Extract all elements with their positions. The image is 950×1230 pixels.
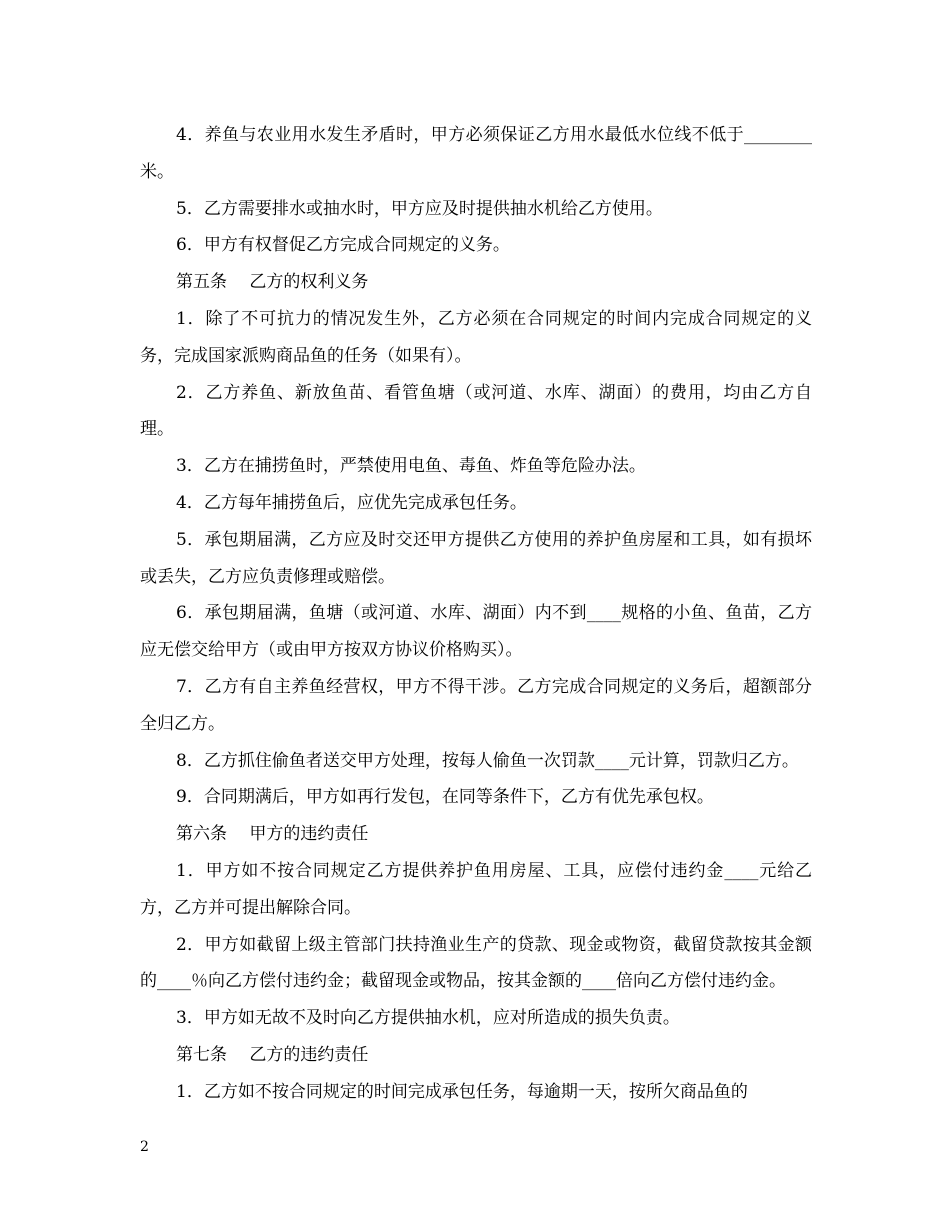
paragraph: 1．乙方如不按合同规定的时间完成承包任务，每逾期一天，按所欠商品鱼的 — [176, 1081, 748, 1102]
paragraph: 2．乙方养鱼、新放鱼苗、看管鱼塘（或河道、水库、湖面）的费用，均由乙方自理。 — [140, 382, 812, 440]
paragraph: 1．除了不可抗力的情况发生外，乙方必须在合同规定的时间内完成合同规定的义务，完成国家派购商品鱼的任务（如果有）。 — [140, 308, 812, 366]
paragraph: 7．乙方有自主养鱼经营权，甲方不得干涉。乙方完成合同规定的义务后，超额部分全归乙方。 — [140, 676, 812, 734]
paragraph: 4．乙方每年捕捞鱼后，应优先完成承包任务。 — [176, 492, 527, 513]
paragraph: 2．甲方如截留上级主管部门扶持渔业生产的贷款、现金或物资，截留贷款按其金额的____％向乙方偿付违约金；截留现金或物品，按其金额的____倍向乙方偿付违约金。 — [140, 934, 812, 992]
paragraph: 6．甲方有权督促乙方完成合同规定的义务。 — [176, 235, 510, 256]
paragraph: 3．甲方如无故不及时向乙方提供抽水机，应对所造成的损失负责。 — [176, 1008, 680, 1029]
article-heading: 第六条 甲方的违约责任 — [176, 824, 369, 845]
paragraph: 4．养鱼与农业用水发生矛盾时，甲方必须保证乙方用水最低水位线不低于________米。 — [140, 125, 812, 182]
page-number: 2 — [140, 1139, 149, 1155]
paragraph: 3．乙方在捕捞鱼时，严禁使用电鱼、毒鱼、炸鱼等危险办法。 — [176, 456, 646, 477]
article-heading: 第七条 乙方的违约责任 — [176, 1044, 369, 1065]
paragraph: 6．承包期届满，鱼塘（或河道、水库、湖面）内不到____规格的小鱼、鱼苗，乙方应无偿交给甲方（或由甲方按双方协议价格购买）。 — [140, 603, 812, 661]
paragraph: 5．承包期届满，乙方应及时交还甲方提供乙方使用的养护鱼房屋和工具，如有损坏或丢失，乙方应负责修理或赔偿。 — [140, 529, 812, 587]
document-body — [140, 117, 812, 1111]
paragraph: 9．合同期满后，甲方如再行发包，在同等条件下，乙方有优先承包权。 — [176, 787, 714, 808]
article-heading: 第五条 乙方的权利义务 — [176, 272, 369, 293]
paragraph: 8．乙方抓住偷鱼者送交甲方处理，按每人偷鱼一次罚款____元计算，罚款归乙方。 — [176, 750, 799, 771]
paragraph: 1．甲方如不按合同规定乙方提供养护鱼用房屋、工具，应偿付违约金____元给乙方，乙方并可提出解除合同。 — [140, 860, 812, 918]
paragraph: 5．乙方需要排水或抽水时，甲方应及时提供抽水机给乙方使用。 — [176, 198, 663, 219]
